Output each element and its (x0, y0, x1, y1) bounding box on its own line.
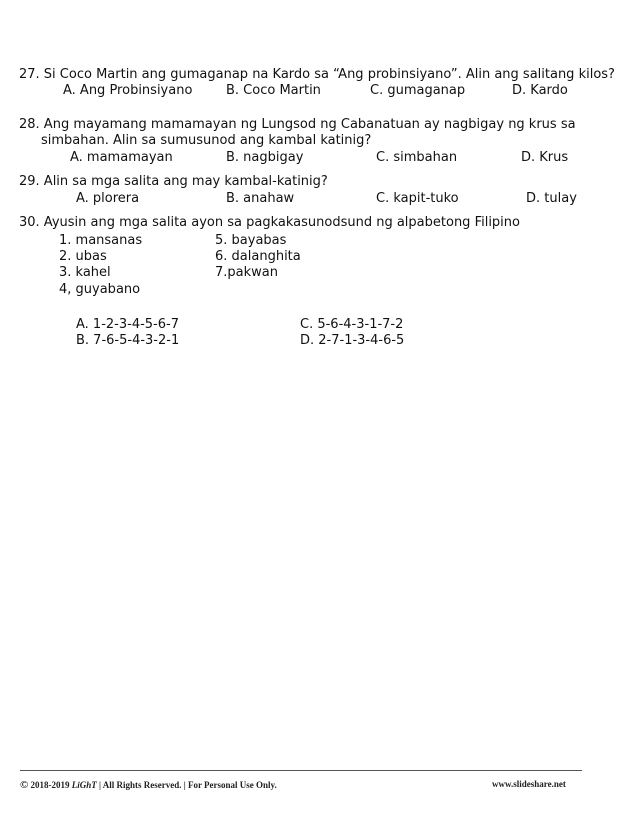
q29-choice-c: C. kapit-tuko (376, 191, 459, 206)
q29-choice-b: B. anahaw (226, 191, 295, 206)
q27-choice-a: A. Ang Probinsiyano (63, 83, 193, 98)
q28-choice-d: D. Krus (521, 150, 569, 165)
q27-choice-d: D. Kardo (512, 83, 568, 98)
question-27-stem: 27. Si Coco Martin ang gumaganap na Kardo sa “Ang probinsiyano”. Alin ang salitang kilos? (19, 67, 615, 82)
q30-item-1: 1. mansanas (59, 233, 143, 248)
q27-choice-c: C. gumaganap (370, 83, 466, 98)
question-30-stem: 30. Ayusin ang mga salita ayon sa pagkakasunodsund ng alpabetong Filipino (19, 215, 520, 230)
q30-item-4: 4, guyabano (59, 282, 141, 297)
q30-item-6: 6. dalanghita (215, 249, 301, 264)
footer-years: 2018-2019 (30, 780, 70, 790)
q27-choice-b: B. Coco Martin (226, 83, 321, 98)
q30-choice-c: C. 5-6-4-3-1-7-2 (300, 317, 404, 332)
q29-choice-a: A. plorera (76, 191, 140, 206)
q30-choice-a: A. 1-2-3-4-5-6-7 (76, 317, 179, 332)
q30-item-2: 2. ubas (59, 249, 107, 264)
q29-choice-d: D. tulay (526, 191, 577, 206)
copyright-icon: © (20, 779, 29, 791)
q28-choice-c: C. simbahan (376, 150, 458, 165)
footer-copyright (20, 779, 277, 791)
q30-choice-b: B. 7-6-5-4-3-2-1 (76, 333, 180, 348)
footer-divider (20, 770, 582, 771)
q30-item-5: 5. bayabas (215, 233, 287, 248)
footer-rights: | All Rights Reserved. | For Personal Use Only. (98, 780, 277, 790)
footer-site-link[interactable]: www.slideshare.net (492, 779, 566, 789)
q30-item-3: 3. kahel (59, 265, 111, 280)
question-28-stem-line1: 28. Ang mayamang mamamayan ng Lungsod ng Cabanatuan ay nagbigay ng krus sa (19, 117, 576, 132)
q30-choice-d: D. 2-7-1-3-4-6-5 (300, 333, 405, 348)
q30-item-7: 7.pakwan (215, 265, 278, 280)
question-28-stem-line2: simbahan. Alin sa sumusunod ang kambal katinig? (41, 133, 372, 148)
footer-brand: LiGhT (71, 780, 97, 790)
q28-choice-a: A. mamamayan (70, 150, 173, 165)
question-29-stem: 29. Alin sa mga salita ang may kambal-katinig? (19, 174, 328, 189)
q28-choice-b: B. nagbigay (226, 150, 304, 165)
